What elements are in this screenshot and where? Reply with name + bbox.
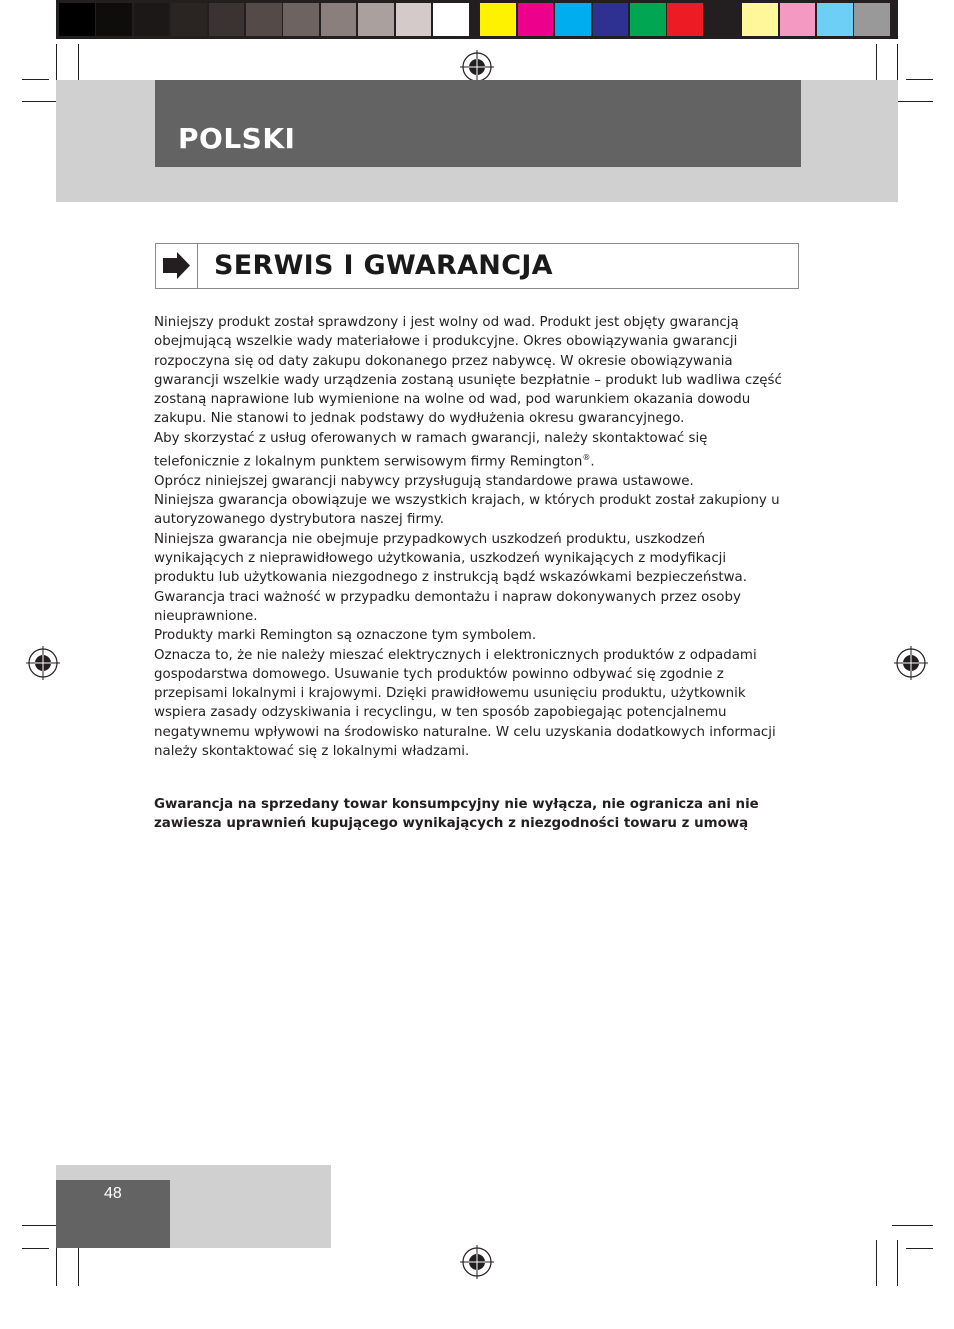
paragraph: Niniejsza gwarancja obowiązuje we wszystkich krajach, w których produkt został zakupiony u autoryzowanego dystrybutora naszej firmy. <box>154 493 780 528</box>
paragraph: Produkty marki Remington są oznaczone tym symbolem. <box>154 628 537 644</box>
paragraph: Oznacza to, że nie należy mieszać elektrycznych i elektronicznych produktów z odpadami gospodarstwa domowego. Usuwanie tych produktów powinno odbywać się zgodnie z przepisami lokalnymi i krajowymi. Dzięki prawidłowemu usunięciu produktu, użytkownik wspiera zasady odzyskiwania i recyclingu, w ten sposób zapobiegając potencjalnemu negatywnemu wpływowi na środowisko naturalne. W celu uzyskania dodatkowych informacji należy skontaktować się z lokalnymi władzami. <box>154 647 776 759</box>
registration-mark-icon <box>26 646 60 680</box>
color-swatch <box>593 3 629 36</box>
color-swatch <box>283 3 319 36</box>
color-swatch <box>433 3 469 36</box>
page-number: 48 <box>104 1185 122 1202</box>
paragraph: Niniejsza gwarancja nie obejmuje przypadkowych uszkodzeń produktu, uszkodzeń wynikających z nieprawidłowego użytkowania, uszkodzeń wynikających z modyfikacji produktu lub użytkowania niezgodnego z instrukcją bądź wskazówkami bezpieczeństwa. Gwarancja traci ważność w przypadku demontażu i napraw dokonywanych przez osoby nieuprawnione. <box>154 531 747 624</box>
paragraph: Oprócz niniejszej gwarancji nabywcy przysługują standardowe prawa ustawowe. <box>154 473 694 489</box>
language-bar <box>155 80 801 167</box>
registration-mark-icon <box>894 646 928 680</box>
color-swatch <box>358 3 394 36</box>
color-swatch <box>209 3 245 36</box>
language-title: POLSKI <box>178 122 296 155</box>
page-number-box <box>56 1180 170 1248</box>
color-swatch <box>780 3 816 36</box>
paragraph: Niniejszy produkt został sprawdzony i jest wolny od wad. Produkt jest objęty gwarancją obejmującą wszelkie wady materiałowe i produkcyjne. Okres obowiązywania gwarancji rozpoczyna się od daty zakupu dokonanego przez nabywcę. W okresie obowiązywania gwarancji wszelkie wady urządzenia zostaną usunięte bezpłatnie – produkt lub wadliwa część zostaną naprawione lub wymienione na wolne od wad, pod warunkiem okazania dowodu zakupu. Nie stanowi to jednak podstawy do wydłużenia okresu gwarancyjnego. <box>154 315 782 427</box>
color-swatch <box>854 3 890 36</box>
color-swatch <box>321 3 357 36</box>
warranty-body <box>154 313 784 761</box>
color-swatch <box>396 3 432 36</box>
crop-mark <box>906 1248 933 1249</box>
crop-mark <box>22 1248 49 1249</box>
consumer-rights-note: Gwarancja na sprzedany towar konsumpcyjny nie wyłącza, nie ogranicza ani nie zawiesza uprawnień kupującego wynikających z niezgodności towaru z umową <box>154 797 759 832</box>
color-swatch <box>630 3 666 36</box>
section-heading <box>155 243 799 289</box>
crop-mark <box>892 101 933 102</box>
arrow-cell <box>156 244 198 288</box>
color-swatch <box>817 3 853 36</box>
registration-mark-icon <box>460 1245 494 1279</box>
color-swatch <box>742 3 778 36</box>
crop-mark <box>906 79 933 80</box>
crop-mark <box>876 1240 877 1286</box>
paragraph: Aby skorzystać z usług oferowanych w ramach gwarancji, należy skontaktować się telefonicznie z lokalnym punktem serwisowym firmy Remington®. <box>154 430 708 470</box>
crop-mark <box>22 79 49 80</box>
crop-mark <box>892 1225 933 1226</box>
color-swatch <box>480 3 516 36</box>
color-swatch <box>134 3 170 36</box>
color-swatch <box>705 3 741 36</box>
color-swatch <box>555 3 591 36</box>
color-swatch <box>59 3 95 36</box>
color-swatch <box>96 3 132 36</box>
arrow-right-icon <box>156 244 197 288</box>
section-title: SERWIS I GWARANCJA <box>214 250 553 281</box>
color-swatch <box>246 3 282 36</box>
crop-mark <box>897 1240 898 1286</box>
color-swatch <box>518 3 554 36</box>
trademark-symbol: ® <box>582 453 591 463</box>
color-swatch <box>667 3 703 36</box>
registration-mark-icon <box>460 50 494 84</box>
color-swatch <box>171 3 207 36</box>
